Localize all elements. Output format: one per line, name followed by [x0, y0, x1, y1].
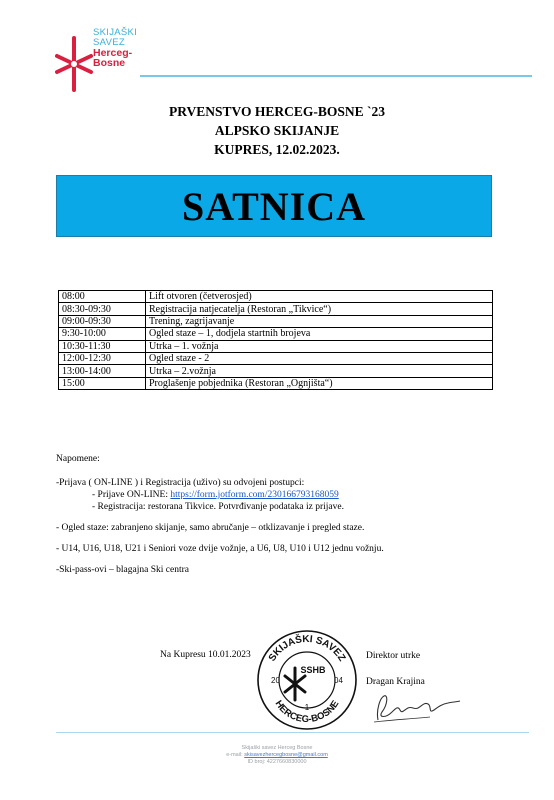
table-row — [59, 340, 493, 352]
logo — [54, 26, 149, 102]
time-cell: 12:00-12:30 — [59, 352, 146, 364]
satnica-banner — [56, 175, 492, 237]
activity-cell: Trening, zagrijavanje — [146, 315, 493, 327]
signature-image — [370, 690, 462, 726]
online-signup-label: - Prijave ON-LINE: — [92, 490, 171, 500]
table-row — [59, 303, 493, 315]
title-line-2: ALPSKO SKIJANJE — [214, 123, 340, 138]
stamp-right-number: 04 — [334, 676, 343, 685]
place-date: Na Kupresu 10.01.2023 — [160, 650, 251, 660]
time-cell: 9:30-10:00 — [59, 328, 146, 340]
director-role: Direktor utrke — [366, 651, 421, 661]
stamp-left-number: 20 — [271, 676, 280, 685]
footer-email-label: e-mail: — [226, 752, 245, 758]
official-stamp — [255, 628, 359, 732]
logo-line-4: Bosne — [93, 57, 126, 69]
logo-line-3: Herceg- — [93, 47, 133, 59]
table-row — [59, 365, 493, 377]
table-row — [59, 291, 493, 303]
schedule-table — [58, 290, 493, 390]
note-online-signup — [56, 489, 526, 501]
footer-email-link[interactable]: skisavezhercegbosne@gmail.com — [244, 752, 328, 758]
notes-heading: Napomene: — [56, 454, 100, 464]
activity-cell: Lift otvoren (četverosjed) — [146, 291, 493, 303]
footer — [0, 745, 554, 766]
activity-cell: Registracija natjecatelja (Restoran „Tikvice“) — [146, 303, 493, 315]
logo-line-2: SAVEZ — [93, 37, 125, 48]
logo-line-1: SKIJAŠKI — [93, 27, 138, 38]
activity-cell: Ogled staze - 2 — [146, 352, 493, 364]
time-cell: 08:00 — [59, 291, 146, 303]
footer-divider — [56, 732, 529, 733]
stamp-bottom-text: HERCEG-BOSNE — [272, 698, 342, 726]
director-block — [366, 650, 425, 688]
signup-link[interactable]: https://form.jotform.com/230166793168059 — [170, 490, 339, 500]
footer-email-line — [0, 752, 554, 759]
time-cell: 15:00 — [59, 377, 146, 389]
stamp-top-text: SKIJAŠKI SAVEZ — [266, 633, 348, 664]
satnica-title: SATNICA — [181, 183, 367, 229]
title-line-3: KUPRES, 12.02.2023. — [214, 142, 340, 157]
stamp-bottom-number: 1 — [304, 703, 310, 712]
table-row — [59, 315, 493, 327]
logo-text — [93, 28, 137, 68]
note-registration-onsite: - Registracija: restorana Tikvice. Potvrđivanje podataka iz prijave. — [92, 502, 344, 512]
footer-id: ID broj: 4227660830000 — [247, 759, 307, 765]
time-cell: 08:30-09:30 — [59, 303, 146, 315]
table-row — [59, 328, 493, 340]
snowflake-logo-icon — [54, 26, 94, 102]
time-cell: 13:00-14:00 — [59, 365, 146, 377]
notes-section — [56, 453, 526, 576]
activity-cell: Utrka – 2.vožnja — [146, 365, 493, 377]
header-divider — [140, 75, 532, 77]
activity-cell: Ogled staze – 1, dodjela startnih brojeva — [146, 328, 493, 340]
document-title — [0, 102, 554, 159]
activity-cell: Utrka – 1. vožnja — [146, 340, 493, 352]
activity-cell: Proglašenje pobjednika (Restoran „Ognjišta“) — [146, 377, 493, 389]
director-name: Dragan Krajina — [366, 677, 425, 687]
table-row — [59, 352, 493, 364]
note-ski-pass: -Ski-pass-ovi – blagajna Ski centra — [56, 565, 189, 575]
title-line-1: PRVENSTVO HERCEG-BOSNE `23 — [168, 104, 386, 119]
time-cell: 10:30-11:30 — [59, 340, 146, 352]
table-row — [59, 377, 493, 389]
note-course-inspection: - Ogled staze: zabranjeno skijanje, samo abručanje – otklizavanje i pregled staze. — [56, 523, 365, 533]
note-categories: - U14, U16, U18, U21 i Seniori voze dvije vožnje, a U6, U8, U10 i U12 jednu vožnju. — [56, 544, 384, 554]
footer-org: Skijaški savez Herceg Bosne — [241, 745, 313, 751]
stamp-center-text: SSHB — [300, 665, 326, 675]
svg-text:SKIJAŠKI SAVEZ — [267, 632, 347, 663]
time-cell: 09:00-09:30 — [59, 315, 146, 327]
note-registration: -Prijava ( ON-LINE ) i Registracija (uživo) su odvojeni postupci: — [56, 478, 305, 488]
